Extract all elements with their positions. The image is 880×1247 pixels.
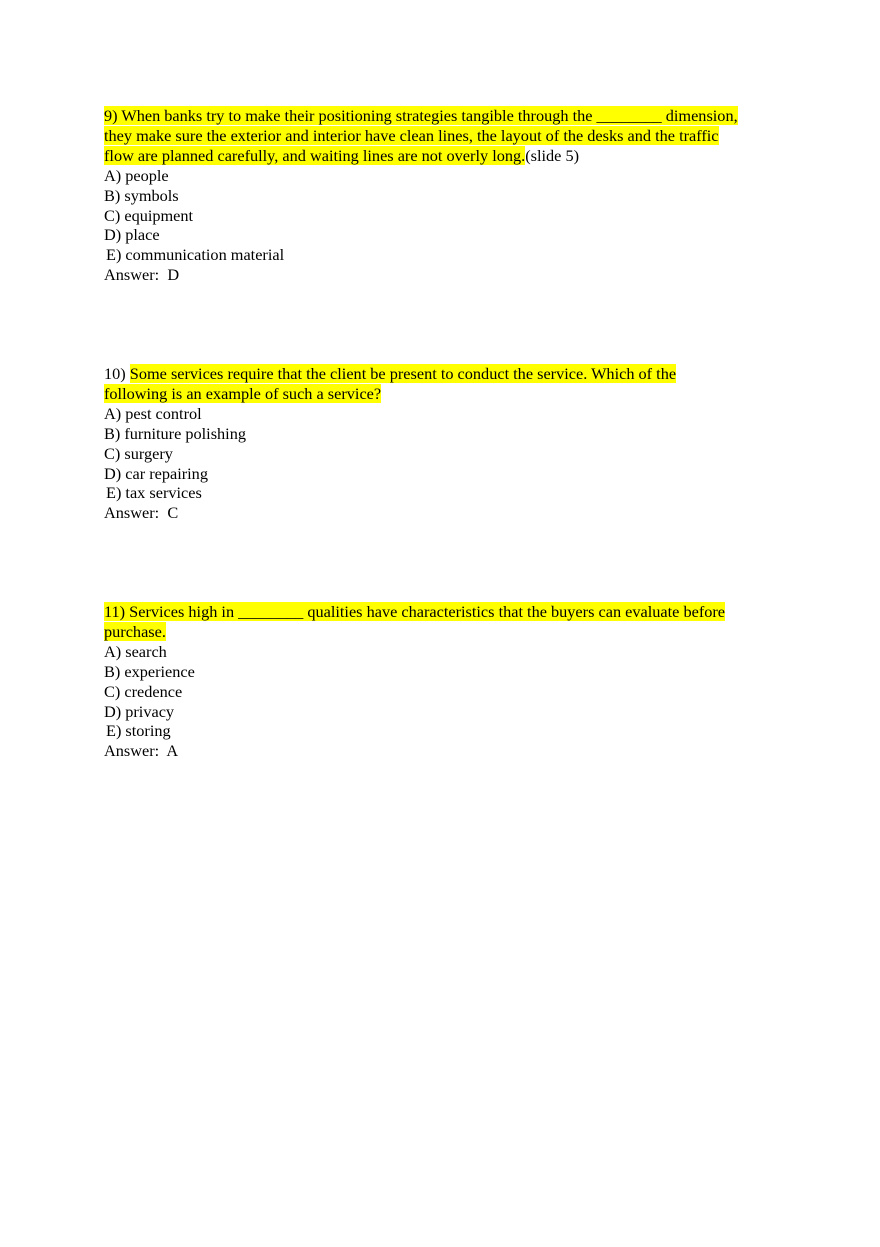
answer-line [104, 265, 784, 285]
question-stem-line [104, 384, 784, 404]
question-stem-line [104, 106, 784, 126]
question-stem-line [104, 146, 784, 166]
answer-label: Answer: [104, 503, 160, 523]
option-c: C) surgery [104, 443, 173, 463]
option-c: C) equipment [104, 205, 194, 225]
question-9 [104, 106, 784, 285]
option-d: D) privacy [104, 701, 175, 721]
option-e: E) communication material [106, 245, 285, 265]
question-stem-line [104, 622, 784, 642]
question-stem-line [104, 364, 784, 384]
answer-value: D [167, 265, 180, 285]
highlighted-text: 9) When banks try to make their positioning strategies tangible through the ________ dimension, [104, 106, 738, 125]
answer-line [104, 741, 784, 761]
source-note: (slide 5) [525, 145, 580, 165]
question-10 [104, 364, 784, 523]
option-c: C) credence [104, 681, 183, 701]
question-stem-line [104, 602, 784, 622]
highlighted-text: purchase. [104, 621, 166, 641]
answer-value: C [167, 503, 179, 523]
option-a: A) pest control [104, 403, 202, 423]
option-d: D) car repairing [104, 463, 208, 483]
question-number: 11) [104, 602, 126, 621]
highlighted-text: flow are planned carefully, and waiting lines are not overly long. [104, 145, 526, 165]
option-b: B) experience [104, 661, 195, 681]
option-a: A) people [104, 165, 169, 185]
option-a: A) search [104, 641, 167, 661]
option-b: B) furniture polishing [104, 423, 246, 443]
question-number: 10) [104, 364, 126, 383]
highlighted-text: they make sure the exterior and interior have clean lines, the layout of the desks and the traffic [104, 125, 719, 145]
option-e: E) tax services [106, 483, 202, 503]
option-b: B) symbols [104, 185, 179, 205]
question-11 [104, 602, 784, 761]
option-e: E) storing [106, 721, 171, 741]
answer-label: Answer: [104, 265, 160, 285]
answer-value: A [166, 741, 179, 761]
highlighted-text: following is an example of such a service? [104, 383, 382, 403]
answer-line [104, 503, 784, 523]
highlighted-text: 11) Services high in ________ qualities have characteristics that the buyers can evaluate before [104, 602, 726, 621]
highlighted-text: Some services require that the client be present to conduct the service. Which of the [129, 364, 677, 383]
answer-label: Answer: [104, 741, 160, 761]
option-d: D) place [104, 225, 160, 245]
question-number: 9) [104, 106, 118, 125]
question-stem-line [104, 126, 784, 146]
